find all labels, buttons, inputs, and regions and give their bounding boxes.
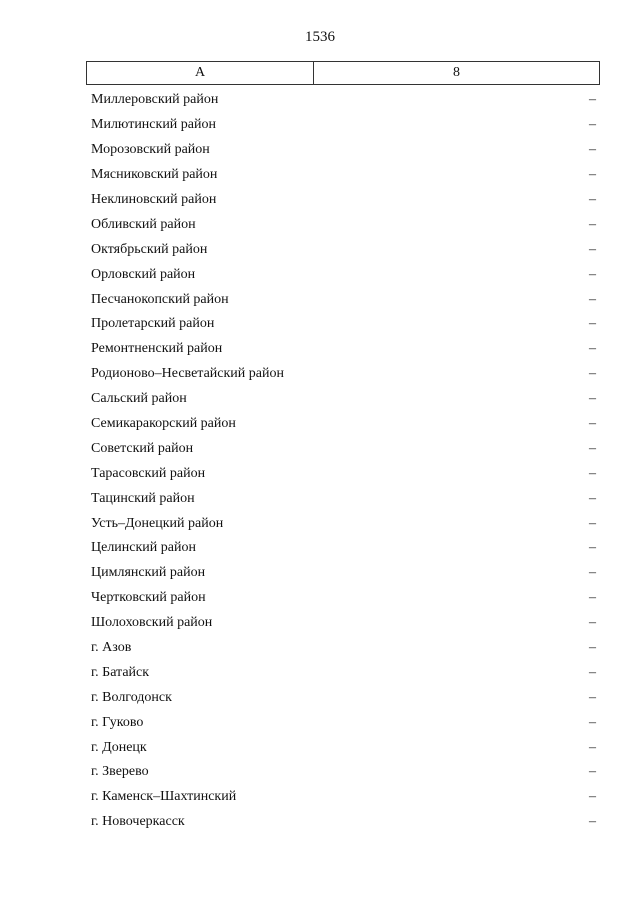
table-row [86,810,600,835]
row-name: г. Батайск [91,664,150,680]
table-row [86,436,600,461]
table-row [86,163,600,188]
table-row [86,287,600,312]
row-name: Родионово–Несветайский район [91,366,284,382]
row-value: – [589,142,596,158]
table-row [86,387,600,412]
row-name: Морозовский район [91,142,210,158]
row-name: Сальский район [91,391,187,407]
table-body [86,88,600,835]
row-name: Неклиновский район [91,192,217,207]
table-row [86,212,600,237]
table-row [86,685,600,710]
table-row [86,710,600,735]
row-name: Песчанокопский район [91,291,229,307]
row-value: – [589,565,596,581]
table-row [86,113,600,138]
table-row [86,412,600,437]
row-name: г. Каменск–Шахтинский [91,789,237,805]
row-value: – [589,341,596,357]
row-value: – [589,366,596,382]
row-value: – [589,241,596,257]
page-number: 1536 [305,29,335,45]
row-name: Ремонтненский район [91,341,223,357]
table-row [86,536,600,561]
row-name: г. Донецк [91,739,147,755]
table-row [86,362,600,387]
row-value: – [589,615,596,631]
row-name: Мясниковский район [91,167,218,183]
row-value: – [589,316,596,332]
row-name: г. Гуково [91,714,144,730]
row-name: Обливский район [91,216,196,232]
row-name: Цимлянский район [91,565,206,581]
row-name: Целинский район [91,540,196,556]
table-row [86,262,600,287]
row-name: Семикаракорский район [91,416,236,432]
row-value: – [589,92,596,108]
row-value: – [589,664,596,680]
table-header-col-a: А [87,62,314,84]
row-name: Милютинский район [91,117,217,133]
table-header-col-b: 8 [453,65,460,80]
table-row [86,138,600,163]
row-value: – [589,117,596,133]
table-row [86,660,600,685]
table-row [86,88,600,113]
row-name: Тарасовский район [91,465,206,481]
table-row [86,511,600,536]
row-value: – [589,490,596,506]
row-value: – [589,814,596,830]
row-name: г. Волгодонск [91,689,172,705]
table-row [86,337,600,362]
row-name: г. Новочеркасск [91,814,185,830]
row-value: – [589,640,596,656]
row-value: – [589,192,596,207]
table-row [86,611,600,636]
table-row [86,561,600,586]
row-value: – [589,515,596,531]
table-row [86,735,600,760]
row-value: – [589,216,596,232]
row-name: Чертковский район [91,590,206,606]
row-value: – [589,440,596,456]
table-row [86,586,600,611]
row-value: – [589,291,596,307]
table-row [86,237,600,262]
table-row [86,760,600,785]
row-name: г. Зверево [91,764,149,780]
row-name: Тацинский район [91,490,195,506]
row-name: Орловский район [91,266,196,282]
row-name: Октябрьский район [91,241,208,257]
row-value: – [589,590,596,606]
table-row [86,461,600,486]
row-value: – [589,689,596,705]
row-name: Миллеровский район [91,92,219,108]
row-value: – [589,764,596,780]
row-value: – [589,416,596,432]
table-row [86,785,600,810]
table-row [86,486,600,511]
row-value: – [589,540,596,556]
table-header [86,61,600,85]
row-value: – [589,167,596,183]
row-value: – [589,739,596,755]
row-name: Усть–Донецкий район [91,515,224,531]
row-value: – [589,266,596,282]
table-row [86,312,600,337]
row-value: – [589,465,596,481]
table-row [86,188,600,213]
row-name: г. Азов [91,640,132,656]
row-name: Шолоховский район [91,615,213,631]
row-value: – [589,391,596,407]
row-value: – [589,714,596,730]
row-name: Пролетарский район [91,316,215,332]
table-row [86,636,600,661]
row-name: Советский район [91,440,194,456]
row-value: – [589,789,596,805]
